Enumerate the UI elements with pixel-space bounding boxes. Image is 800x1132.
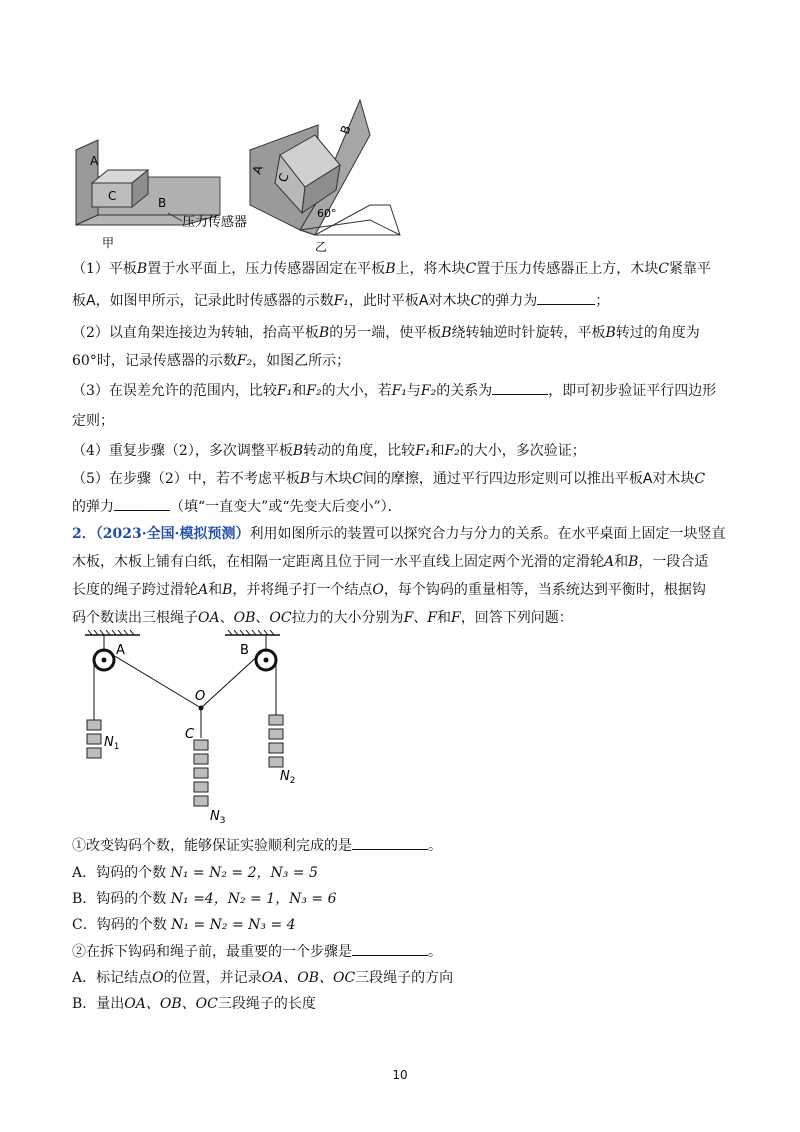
label-n3: $N_3$ [210, 809, 226, 826]
q1-step2-line2: 60°时，记录传感器的示数F₂，如图乙所示； [72, 353, 351, 369]
sub2-option-b: B．量出OA、OB、OC三段绳子的长度 [72, 996, 316, 1012]
sub1-option-c: C．钩码的个数 N₁ = N₂ = N₃ = 4 [72, 917, 296, 933]
caption-yi: 乙 [315, 240, 328, 254]
answer-blank-5[interactable] [352, 941, 428, 956]
sub2-prompt: ②在拆下钩码和绳子前，最重要的一个步骤是 。 [72, 941, 732, 963]
sub1-option-b: B．钩码的个数 N₁ =4，N₂ = 1，N₃ = 6 [72, 891, 337, 907]
q1-step1-line2: 板A，如图甲所示，记录此时传感器的示数F₁，此时平板A对木块C的弹力为 ； [72, 290, 732, 312]
q2-line2: 木板，木板上铺有白纸，在相隔一定距离且位于同一水平直线上固定两个光滑的定滑轮A和B，一段合适 [72, 554, 709, 570]
fig2-label-b: B [240, 643, 249, 658]
answer-blank-3[interactable] [114, 496, 170, 511]
fig1-label-c: C [108, 189, 117, 203]
q1-step5-line2: 的弹力 （填“一直变大”或“先变大后变小”）． [72, 496, 732, 518]
q2-line1: 2．（2023·全国·模拟预测）利用如图所示的装置可以探究合力与分力的关系。在水平桌面上固定一块竖直 [72, 526, 726, 542]
q1-step3-line1: （3）在误差允许的范围内，比较F₁和F₂的大小，若F₁与F₂的关系为 ，即可初步验证平行四边形 [72, 380, 732, 402]
q2-line4: 码个数读出三根绳子OA、OB、OC拉力的大小分别为F、F和F，回答下列问题： [72, 610, 573, 626]
angle-label: 60° [317, 207, 337, 220]
q1-step4: （4）重复步骤（2），多次调整平板B转动的角度，比较F₁和F₂的大小，多次验证； [72, 443, 586, 459]
q1-step3-line2: 定则； [72, 413, 114, 429]
sensor-label: 压力传感器 [182, 215, 248, 230]
fig2-label-c: C [275, 171, 292, 185]
figure-pulley-apparatus [80, 630, 310, 830]
figure-plates-sensor [70, 95, 450, 255]
page-number: 10 [392, 1068, 408, 1082]
fig1-label-a: A [90, 154, 99, 168]
q1-step5-line1: （5）在步骤（2）中，若不考虑平板B与木块C间的摩擦，通过平行四边形定则可以推出平板A对木块C [72, 471, 706, 487]
fig2-label-o: O [195, 689, 206, 704]
answer-blank-1[interactable] [537, 290, 595, 305]
label-n2: $N_2$ [280, 769, 296, 786]
sub1-prompt: ①改变钩码个数，能够保证实验顺利完成的是 。 [72, 835, 732, 857]
q1-step2-line1: （2）以直角架连接边为转轴，抬高平板B的另一端，使平板B绕转轴逆时针旋转，平板B转过的角度为 [72, 325, 700, 341]
fig2-label-a: A [116, 643, 125, 658]
fig1-label-b: B [158, 196, 167, 210]
fig2-label-c: C [185, 727, 195, 742]
q2-line3: 长度的绳子跨过滑轮A和B，并将绳子打一个结点O，每个钩码的重量相等，当系统达到平衡时，根据钩 [72, 582, 706, 598]
fig2-label-b: B [337, 123, 354, 137]
answer-blank-4[interactable] [352, 835, 428, 850]
sub1-option-a: A．钩码的个数 N₁ = N₂ = 2，N₃ = 5 [72, 865, 318, 881]
caption-jia: 甲 [102, 236, 115, 250]
q1-step1-line1: （1）平板B置于水平面上，压力传感器固定在平板B上，将木块C置于压力传感器正上方，木块C紧靠平 [72, 261, 711, 277]
sub2-option-a: A．标记结点O的位置，并记录OA、OB、OC三段绳子的方向 [72, 970, 454, 986]
fig2-label-a: A [249, 163, 266, 177]
label-n1: $N_1$ [104, 735, 120, 752]
answer-blank-2[interactable] [492, 380, 548, 395]
